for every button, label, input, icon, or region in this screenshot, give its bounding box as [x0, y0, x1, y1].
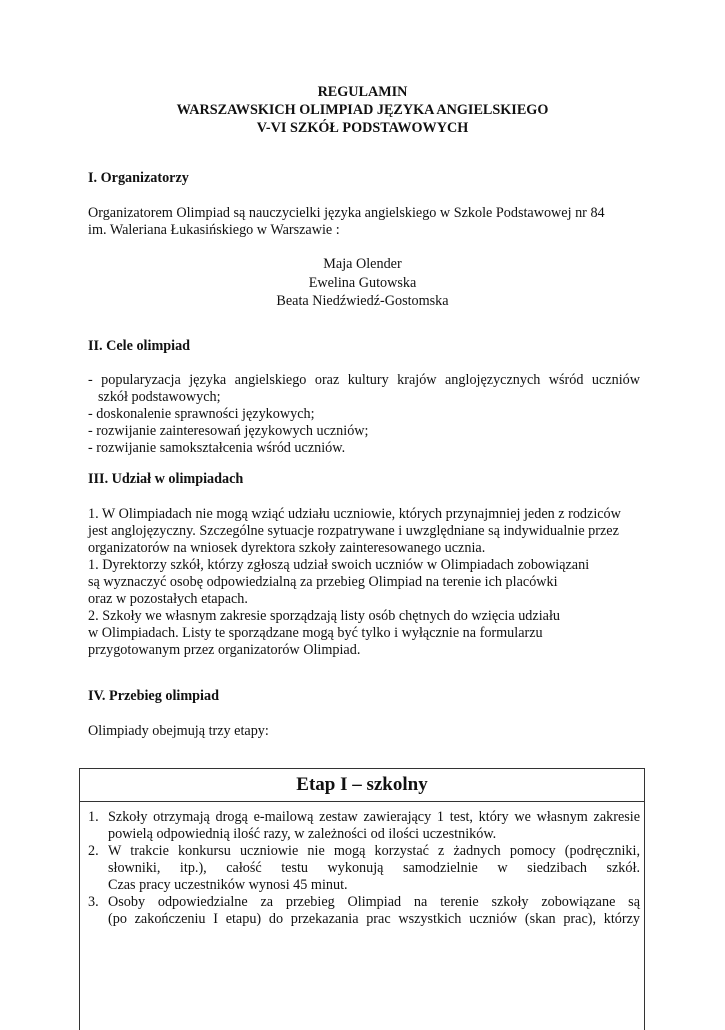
stage-1-item [88, 809, 640, 843]
item-line: Osoby odpowiedzialne za przebieg Olimpiad na terenie szkoły zobowiązane są [108, 894, 640, 910]
goal-item: - popularyzacja języka angielskiego oraz kultury krajów anglojęzycznych wśród uczniów [88, 372, 640, 388]
item-line: (po zakończeniu I etapu) do przekazania prac wszystkich uczniów (skan prac), którzy [108, 911, 640, 927]
title-line-1: REGULAMIN [317, 84, 408, 100]
goals-list [88, 372, 640, 457]
item-line: W trakcie konkursu uczniowie nie mogą korzystać z żadnych pomocy (podręczniki, [108, 843, 640, 859]
participation-line: są wyznaczyć osobę odpowiedzialną za przebieg Olimpiad na terenie ich placówki [88, 574, 558, 590]
title-line-3: V-VI SZKÓŁ PODSTAWOWYCH [256, 120, 469, 136]
organizer-name: Ewelina Gutowska [308, 274, 417, 291]
participation-paragraph [88, 506, 640, 659]
organizers-line-1: Organizatorem Olimpiad są nauczycielki języka angielskiego w Szkole Podstawowej nr 84 [88, 205, 605, 221]
stage-1-list [88, 809, 640, 928]
organizer-name: Maja Olender [323, 256, 402, 272]
participation-line: 1. Dyrektorzy szkół, którzy zgłoszą udział swoich uczniów w Olimpiadach zobowiązani [88, 557, 590, 573]
participation-line: przygotowanym przez organizatorów Olimpiad. [88, 642, 361, 658]
goal-item: - rozwijanie samokształcenia wśród uczniów. [88, 440, 346, 456]
participation-line: 1. W Olimpiadach nie mogą wziąć udziału uczniowie, których przynajmniej jeden z rodziców [88, 506, 621, 522]
item-number: 1. [88, 809, 99, 825]
organizer-names [0, 256, 725, 312]
stage-1-box [79, 768, 645, 1030]
goal-item-continuation: szkół podstawowych; [98, 389, 221, 405]
participation-line: w Olimpiadach. Listy te sporządzane mogą być tylko i wyłącznie na formularzu [88, 625, 543, 641]
section-heading-course: IV. Przebieg olimpiad [88, 688, 219, 704]
participation-line: oraz w pozostałych etapach. [88, 591, 248, 607]
participation-line: organizatorów na wniosek dyrektora szkoły zainteresowanego ucznia. [88, 540, 486, 556]
item-line: słowniki, itp.), całość testu wykonują samodzielnie w siedzibach szkół. [108, 860, 640, 876]
goal-item: - rozwijanie zainteresowań językowych uczniów; [88, 423, 369, 439]
item-line: Czas pracy uczestników wynosi 45 minut. [108, 877, 348, 893]
section-heading-participation: III. Udział w olimpiadach [88, 471, 244, 487]
document-title [0, 84, 725, 138]
item-line: Szkoły otrzymają drogą e-mailową zestaw zawierający 1 test, który we własnym zakresie [108, 809, 640, 825]
item-number: 2. [88, 843, 99, 859]
organizers-paragraph [88, 205, 640, 239]
goal-item: - doskonalenie sprawności językowych; [88, 406, 315, 422]
participation-line: jest anglojęzyczny. Szczególne sytuacje rozpatrywane i uwzględniane są indywidualnie przez [88, 523, 619, 539]
stage-1-item [88, 843, 640, 894]
title-line-2: WARSZAWSKICH OLIMPIAD JĘZYKA ANGIELSKIEGO [176, 102, 549, 118]
course-intro: Olimpiady obejmują trzy etapy: [88, 723, 269, 739]
item-line: powielą odpowiednią ilość razy, w zależności od ilości uczestników. [108, 826, 497, 842]
item-number: 3. [88, 894, 99, 910]
stage-1-item [88, 894, 640, 928]
section-heading-goals: II. Cele olimpiad [88, 338, 191, 354]
organizers-line-2: im. Waleriana Łukasińskiego w Warszawie : [88, 222, 340, 238]
stage-1-title: Etap I – szkolny [80, 769, 644, 802]
organizer-name: Beata Niedźwiedź-Gostomska [276, 293, 449, 309]
section-heading-organizers: I. Organizatorzy [88, 170, 189, 186]
participation-line: 2. Szkoły we własnym zakresie sporządzają listy osób chętnych do wzięcia udziału [88, 608, 560, 624]
